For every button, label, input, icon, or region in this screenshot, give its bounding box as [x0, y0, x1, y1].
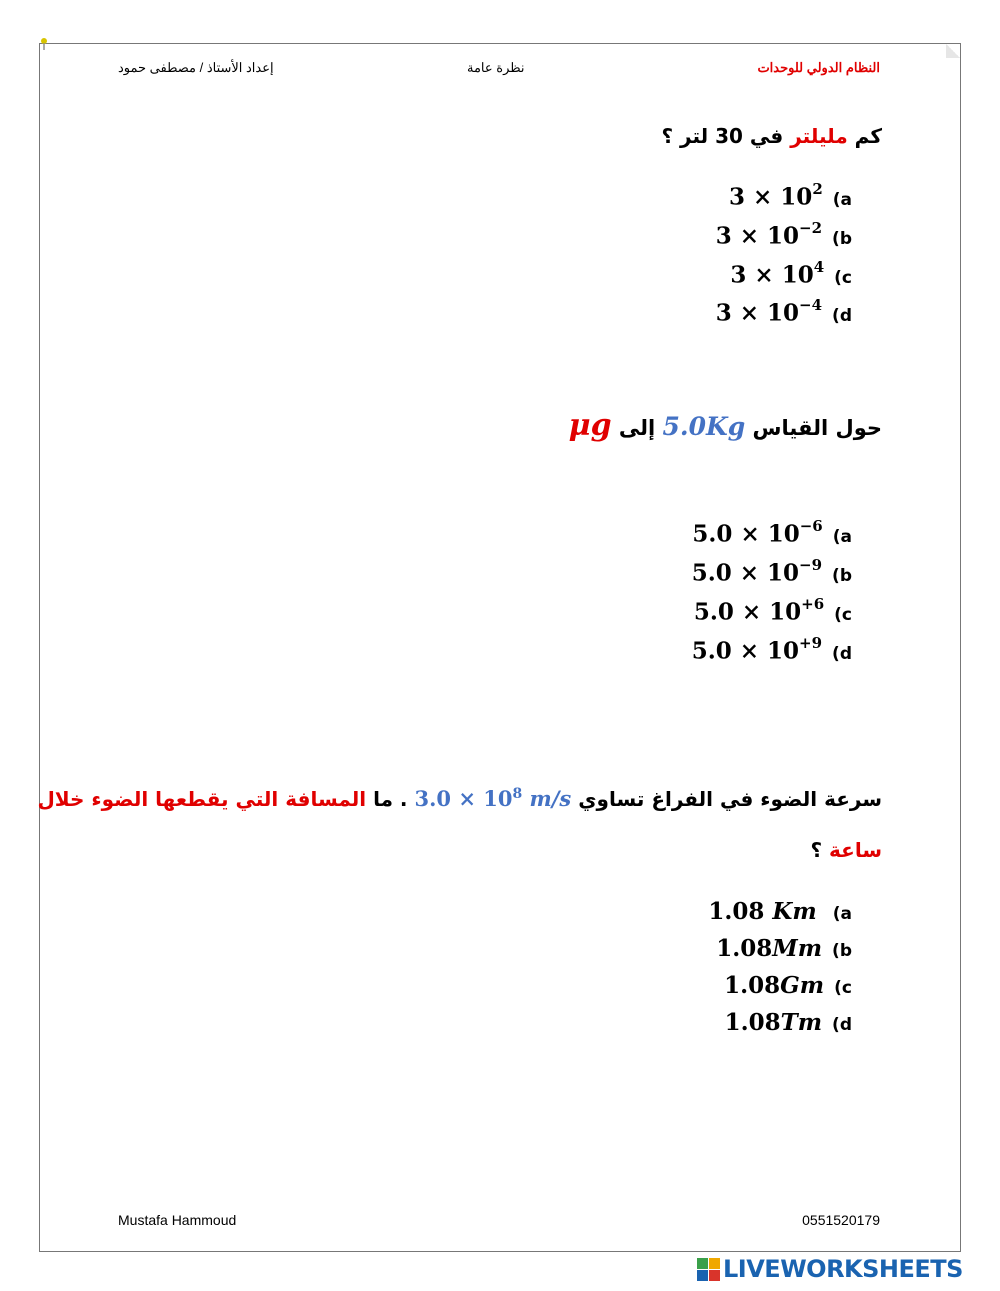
footer-name: Mustafa Hammoud — [118, 1212, 237, 1228]
footer-phone: 0551520179 — [802, 1212, 880, 1228]
q2-option-a[interactable]: $5.0 \times 10^{-6}(a$ — [692, 517, 852, 548]
q3-prefix: سرعة الضوء في الفراغ تساوي — [578, 787, 882, 811]
q3-option-b[interactable]: 1.08Mm (b — [716, 935, 852, 962]
q1-option-d[interactable]: $3 \times 10^{-4}(d$ — [715, 296, 852, 327]
header-author: إعداد الأستاذ / مصطفى حمود — [118, 60, 274, 75]
q2-option-c[interactable]: $5.0 \times 10^{+6}(c$ — [693, 595, 852, 626]
q3-middle: . ما — [373, 787, 408, 811]
q1-option-c[interactable]: $3 \times 10^4(c$ — [730, 258, 852, 289]
q3-speed: $3.0 \times 10^8$ m/s — [414, 786, 572, 811]
page-corner-fold — [946, 44, 960, 58]
question-3-line-1 — [37, 786, 882, 811]
q2-prefix: حول القياس — [752, 416, 882, 440]
liveworksheets-logo[interactable] — [697, 1255, 997, 1285]
question-2 — [569, 408, 882, 443]
q1-suffix: في 30 لتر ؟ — [661, 124, 784, 148]
pin-icon — [40, 38, 48, 50]
q1-prefix: كم — [854, 124, 882, 148]
q3-option-d[interactable]: 1.08Tm (d — [724, 1009, 852, 1036]
header-title: النظام الدولي للوحدات — [757, 60, 880, 75]
q1-highlight: مليلتر — [790, 124, 848, 148]
q2-option-b[interactable]: $5.0 \times 10^{-9}(b$ — [691, 556, 852, 587]
q1-option-a[interactable]: $3 \times 10^2(a$ — [729, 180, 852, 211]
q2-unit: μg — [568, 408, 612, 443]
q2-option-d[interactable]: $5.0 \times 10^{+9}(d$ — [691, 634, 852, 665]
q3-line2-suffix: ؟ — [810, 838, 823, 862]
q3-highlight: المسافة التي يقطعها الضوء خلال — [37, 787, 367, 811]
q2-middle: إلى — [618, 416, 656, 440]
liveworksheets-wordmark: LIVEWORKSHEETS — [723, 1255, 963, 1283]
q1-option-b[interactable]: $3 \times 10^{-2}(b$ — [715, 219, 852, 250]
q3-option-a[interactable]: 1.08 Km (a — [708, 898, 852, 925]
q3-option-c[interactable]: 1.08Gm (c — [724, 972, 852, 999]
question-1 — [661, 124, 882, 148]
q2-value: 5.0Kg — [662, 412, 746, 441]
liveworksheets-mark-icon — [697, 1258, 721, 1282]
question-3-line-2 — [810, 838, 882, 862]
q3-line2-highlight: ساعة — [829, 838, 882, 862]
header-subtitle: نظرة عامة — [467, 60, 525, 75]
